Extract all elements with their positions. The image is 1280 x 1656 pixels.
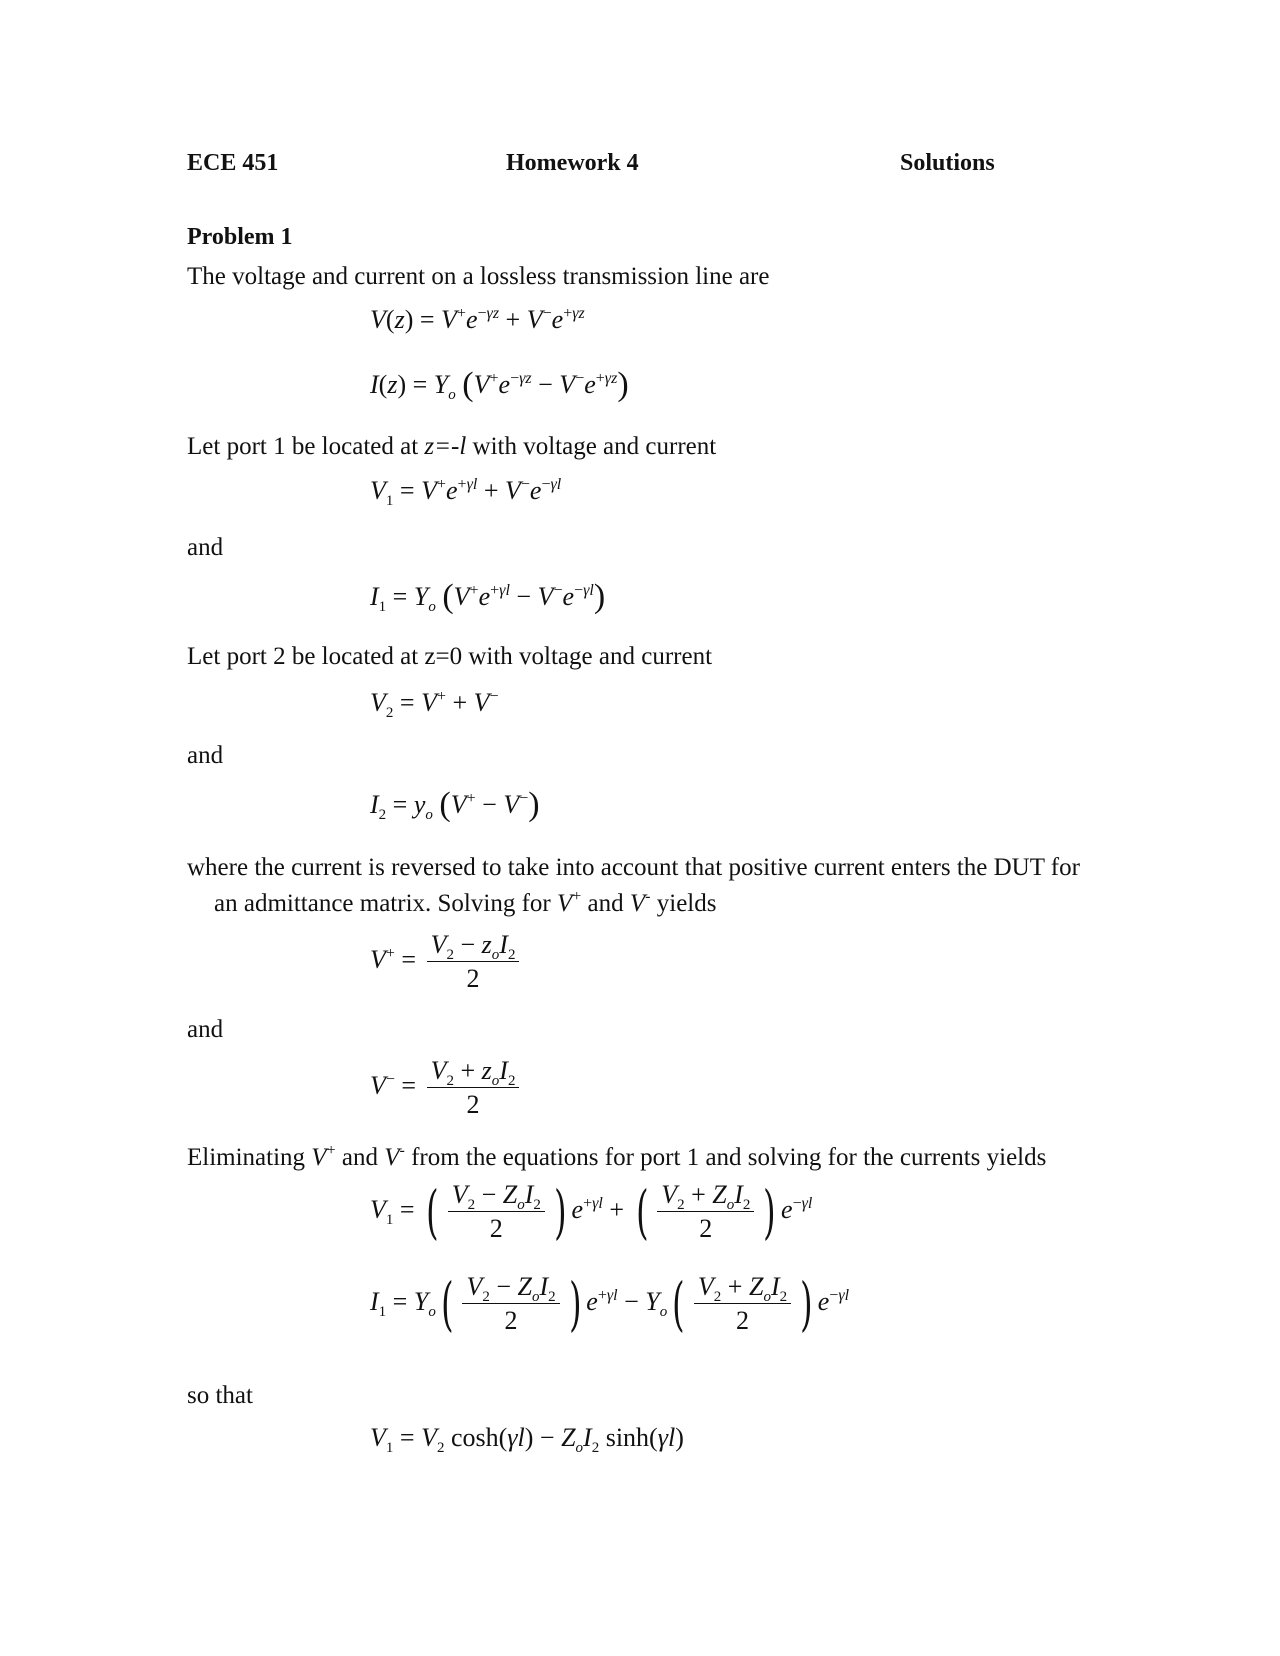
port1-position: z=-l [424, 433, 467, 460]
paragraph-intro: The voltage and current on a lossless transmission line are [187, 263, 770, 290]
denominator: 2 [466, 1090, 480, 1119]
equation-i2: $I_2 = y_o$ (V+ − V−) [370, 786, 540, 823]
paragraph-port2: Let port 2 be located at z=0 with voltage and current [187, 643, 713, 670]
and-1: and [187, 534, 224, 561]
equation-i1: $I_1 = Y_o$ $(V^+e^{+\gamma l} - V^-e^{-\gamma l})$ [370, 578, 606, 615]
paragraph-port1 [187, 433, 716, 461]
symbol-v-minus: V [629, 890, 646, 917]
and-2: and [187, 742, 224, 769]
eliminating-text-post: from the equations for port 1 and solving for the currents yields [404, 1144, 1047, 1171]
document-type: Solutions [900, 150, 995, 176]
eliminating-text-mid: and [335, 1144, 385, 1171]
equation-v1-final: $V_1 = V_2$ $\cosh(\gamma l) - Z_oI_2$ sinh(γl) [370, 1423, 684, 1456]
paragraph-reversed-line1: where the current is reversed to take into account that positive current enters the DUT for [187, 854, 1080, 881]
reversed-text-mid: and [581, 890, 630, 917]
problem-title: Problem 1 [187, 224, 293, 250]
equation-voltage-z: $V(z) = V^+e^{-\gamma z} + V^-e^{+\gamma z}$ [370, 305, 585, 334]
equation-v2: $V_2 = V^+ + V^-$ [370, 688, 499, 721]
denominator: 2 [466, 964, 480, 993]
denominator: 2 [699, 1214, 713, 1243]
reversed-text-pre: an admittance matrix. Solving for [214, 890, 557, 917]
symbol-v-minus: V [384, 1144, 400, 1171]
symbol-v-plus: V [311, 1144, 327, 1171]
paragraph-reversed-line2: an admittance matrix. Solving for V+ and V- yields [214, 888, 717, 917]
denominator: 2 [489, 1214, 503, 1243]
assignment-title: Homework 4 [506, 150, 639, 176]
symbol-v-plus: V [556, 890, 573, 917]
course-code: ECE 451 [187, 150, 279, 176]
equation-v-plus: V+ = $\frac{V_2 - z_oI_2}{2}$ [370, 930, 523, 994]
so-that: so that [187, 1382, 253, 1409]
paragraph-eliminating: Eliminating V+ and V- from the equations for port 1 and solving for the currents yields [187, 1142, 1047, 1171]
denominator: 2 [736, 1306, 749, 1335]
equation-v-minus: V− = $\frac{V_2 + z_oI_2}{2}$ [370, 1056, 523, 1120]
port1-text-pre: Let port 1 be located at [187, 433, 425, 460]
denominator: 2 [504, 1306, 518, 1335]
equation-v1-expanded: $V_1$ = ( $\frac{V_2 - Z_oI_2}{2}$ ) $e^{+\gamma l}$ + ( $\frac{V_2 + Z_oI_2}{2}$ ) $e^{-\gamma l}$ [370, 1178, 813, 1246]
port1-text-post: with voltage and current [466, 433, 717, 460]
and-3: and [187, 1016, 224, 1043]
equation-v1: $V_1 = V^+e^{+\gamma l} + V^-e^{-\gamma l}$ [370, 476, 562, 509]
equation-current-z: $I(z) = Y_o$ $(V^+e^{-\gamma z} - V^-e^{+\gamma z})$ [370, 366, 629, 403]
eliminating-text-pre: Eliminating [187, 1144, 312, 1171]
equation-i1-expanded: $I_1 = Y_o$( $\frac{V_2 - Z_oI_2}{2}$ ) $e^{+\gamma l} - Y_o$( $\frac{V_2 + Z_oI_2}{2}$ ) $e^{-\gamma l}$ [370, 1270, 850, 1338]
reversed-text-post: yields [650, 890, 717, 917]
